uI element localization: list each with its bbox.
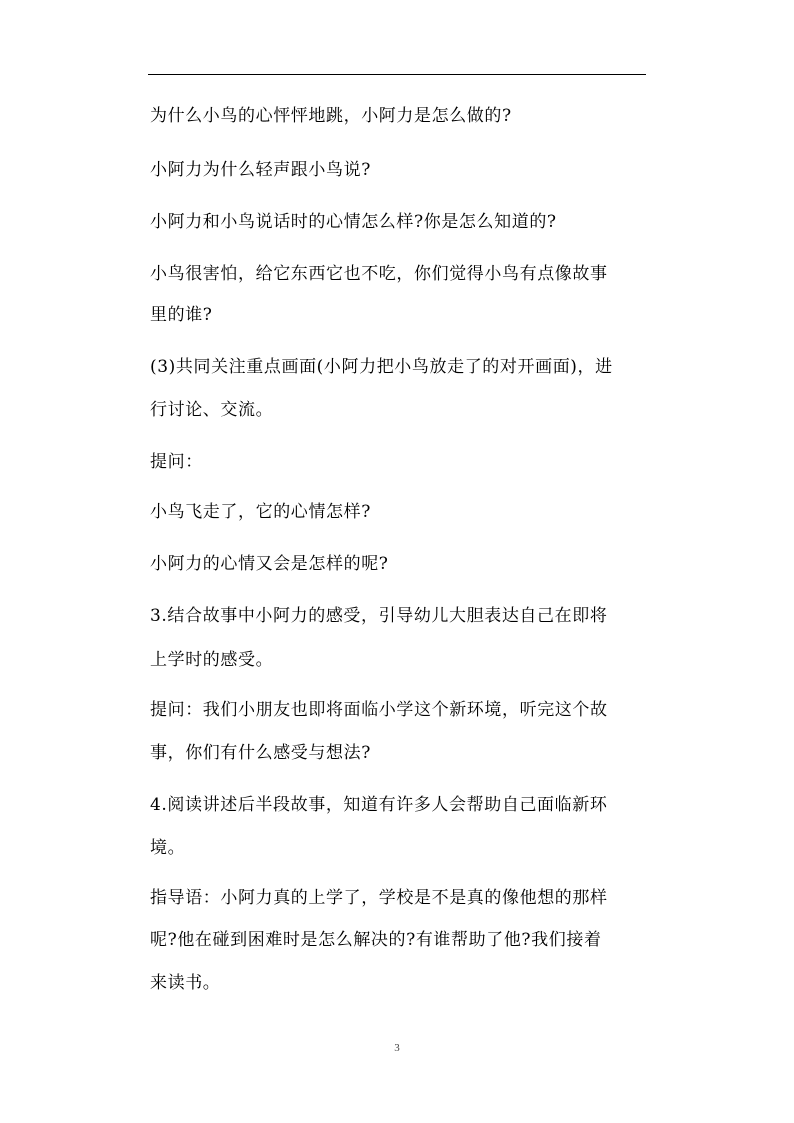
text-line: 上学时的感受。	[150, 650, 274, 670]
text-line: 事，你们有什么感受与想法?	[150, 743, 371, 763]
text-line: 4.阅读讲述后半段故事，知道有许多人会帮助自己面临新环	[150, 795, 608, 815]
text-line: (3)共同关注重点画面(小阿力把小鸟放走了的对开画面)，进	[150, 357, 613, 377]
text-line: 提问：	[150, 452, 203, 472]
text-line: 里的谁?	[150, 305, 213, 325]
text-line: 小阿力和小鸟说话时的心情怎么样?你是怎么知道的?	[150, 212, 557, 232]
text-line: 小阿力为什么轻声跟小鸟说?	[150, 160, 371, 180]
text-line: 3.结合故事中小阿力的感受，引导幼儿大胆表达自己在即将	[150, 606, 608, 626]
header-rule	[148, 74, 646, 75]
text-line: 来读书。	[150, 973, 221, 993]
text-line: 为什么小鸟的心怦怦地跳，小阿力是怎么做的?	[150, 106, 512, 126]
text-line: 呢?他在碰到困难时是怎么解决的?有谁帮助了他?我们接着	[150, 930, 602, 950]
text-line: 小阿力的心情又会是怎样的呢?	[150, 554, 389, 574]
text-line: 提问：我们小朋友也即将面临小学这个新环境，听完这个故	[150, 700, 608, 720]
text-line: 小鸟飞走了，它的心情怎样?	[150, 502, 371, 522]
page-number: 3	[394, 1042, 400, 1054]
text-line: 指导语：小阿力真的上学了，学校是不是真的像他想的那样	[150, 888, 608, 908]
text-line: 境。	[150, 838, 186, 858]
text-line: 行讨论、交流。	[150, 400, 274, 420]
text-line: 小鸟很害怕，给它东西它也不吃，你们觉得小鸟有点像故事	[150, 264, 608, 284]
